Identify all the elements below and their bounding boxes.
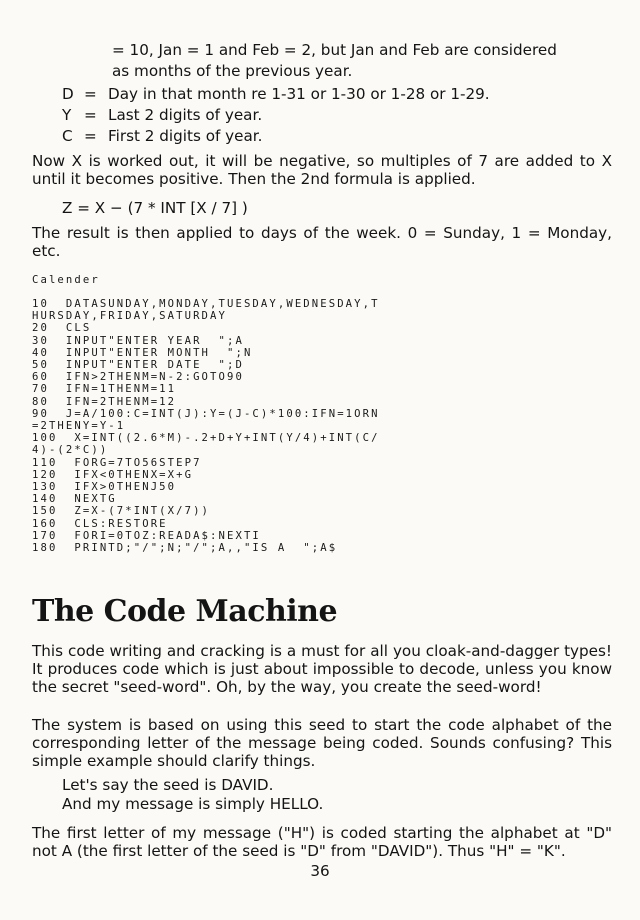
listing-line: 150 Z=X-(7*INT(X/7)): [32, 505, 211, 518]
paragraph-negative: Now X is worked out, it will be negative, so multiples of 7 are added to X until it becomes positive. Then the 2nd formula is applied.: [32, 152, 612, 188]
page-number: 36: [310, 862, 330, 880]
listing-title: Calender: [32, 274, 100, 286]
intro-line-1: = 10, Jan = 1 and Feb = 2, but Jan and Feb are considered: [112, 41, 557, 59]
listing-line: =2THENY=Y-1: [32, 420, 126, 433]
example-seed: Let's say the seed is DAVID.: [62, 776, 274, 794]
listing-line: 50 INPUT"ENTER DATE ";D: [32, 359, 244, 372]
listing-line: 120 IFX<0THENX=X+G: [32, 468, 194, 481]
listing-line: 160 CLS:RESTORE: [32, 517, 168, 530]
listing-line: 90 J=A/100:C=INT(J):Y=(J-C)*100:IFN=1ORN: [32, 407, 380, 420]
paragraph-system: The system is based on using this seed to start the code alphabet of the corresponding letter of the message being coded. Sounds confusing? This simple example should clarify things.: [32, 716, 612, 770]
listing-line: 20 CLS: [32, 322, 92, 335]
paragraph-intro: This code writing and cracking is a must for all you cloak-and-dagger types! It produces code which is just about impossible to decode, unless you know the secret "seed-word". Oh, by the way, you create the seed-word!: [32, 642, 612, 696]
formula: Z = X − (7 * INT [X / 7] ): [62, 199, 248, 217]
listing-line: 4)-(2*C)): [32, 444, 109, 457]
listing-line: 140 NEXTG: [32, 493, 117, 506]
example-message: And my message is simply HELLO.: [62, 795, 324, 813]
listing-line: 170 FORI=0TOZ:READA$:NEXTI: [32, 529, 261, 542]
definition-y: Y = Last 2 digits of year.: [62, 106, 263, 124]
listing-line: 80 IFN=2THENM=12: [32, 395, 177, 408]
listing-line: 180 PRINTD;"/";N;"/";A,,"IS A ";A$: [32, 542, 338, 555]
definition-d: D = Day in that month re 1-31 or 1-30 or 1-28 or 1-29.: [62, 85, 490, 103]
section-heading: The Code Machine: [32, 594, 338, 629]
paragraph-result: The result is then applied to days of the week. 0 = Sunday, 1 = Monday, etc.: [32, 224, 612, 260]
definition-symbol: Y: [62, 106, 72, 124]
definition-text: Last 2 digits of year.: [108, 106, 263, 124]
listing-line: 100 X=INT((2.6*M)-.2+D+Y+INT(Y/4)+INT(C/: [32, 432, 380, 445]
paragraph-first-letter: The first letter of my message ("H") is coded starting the alphabet at "D" not A (the first letter of the seed is "D" from "DAVID"). Thus "H" = "K".: [32, 824, 612, 860]
definition-c: C = First 2 digits of year.: [62, 127, 263, 145]
definition-symbol: C: [62, 127, 73, 145]
listing-line: 110 FORG=7TO56STEP7: [32, 456, 202, 469]
definition-text: Day in that month re 1-31 or 1-30 or 1-28 or 1-29.: [108, 85, 490, 103]
listing-line: HURSDAY,FRIDAY,SATURDAY: [32, 310, 227, 323]
definition-symbol: D: [62, 85, 74, 103]
program-listing: [32, 298, 612, 554]
listing-line: 70 IFN=1THENM=11: [32, 383, 177, 396]
listing-line: 130 IFX>0THENJ50: [32, 481, 177, 494]
listing-line: 60 IFN>2THENM=N-2:GOTO90: [32, 371, 244, 384]
listing-line: 10 DATASUNDAY,MONDAY,TUESDAY,WEDNESDAY,T: [32, 298, 380, 310]
intro-line-2: as months of the previous year.: [112, 62, 353, 80]
definition-text: First 2 digits of year.: [108, 127, 263, 145]
listing-line: 40 INPUT"ENTER MONTH ";N: [32, 346, 253, 359]
listing-line: 30 INPUT"ENTER YEAR ";A: [32, 334, 244, 347]
